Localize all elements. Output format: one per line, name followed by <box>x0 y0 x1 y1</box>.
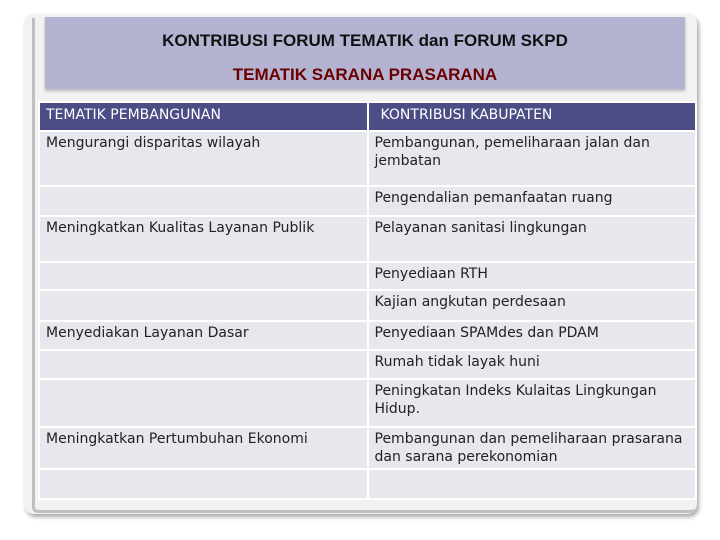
table-cell-kontribusi: Pembangunan, pemeliharaan jalan dan jembatan <box>368 131 697 186</box>
table-row <box>39 379 696 427</box>
table-cell-tematik <box>39 379 368 427</box>
table-cell-kontribusi: Penyediaan SPAMdes dan PDAM <box>368 321 697 350</box>
title-banner <box>45 17 685 89</box>
table-cell-kontribusi: Pengendalian pemanfaatan ruang <box>368 186 697 216</box>
contribution-table <box>38 101 697 500</box>
header-kontribusi-kabupaten: KONTRIBUSI KABUPATEN <box>368 102 697 131</box>
table-cell-kontribusi <box>368 469 697 499</box>
table-row <box>39 427 696 469</box>
table-cell-kontribusi: Peningkatan Indeks Kulaitas Lingkungan Hidup. <box>368 379 697 427</box>
table-row <box>39 216 696 262</box>
table-row <box>39 321 696 350</box>
table-cell-tematik <box>39 350 368 379</box>
table-row <box>39 262 696 290</box>
table-cell-kontribusi: Pembangunan dan pemeliharaan prasarana dan sarana perekonomian <box>368 427 697 469</box>
table-row <box>39 469 696 499</box>
table-cell-tematik <box>39 290 368 321</box>
table-cell-tematik <box>39 262 368 290</box>
table-cell-tematik: Meningkatkan Pertumbuhan Ekonomi <box>39 427 368 469</box>
table-cell-tematik: Menyediakan Layanan Dasar <box>39 321 368 350</box>
table-cell-kontribusi: Penyediaan RTH <box>368 262 697 290</box>
table-cell-tematik: Meningkatkan Kualitas Layanan Publik <box>39 216 368 262</box>
table-cell-tematik: Mengurangi disparitas wilayah <box>39 131 368 186</box>
table-row <box>39 290 696 321</box>
table-row <box>39 131 696 186</box>
table-cell-kontribusi: Rumah tidak layak huni <box>368 350 697 379</box>
table-header-row <box>39 102 696 131</box>
slide-subtitle: TEMATIK SARANA PRASARANA <box>232 65 498 84</box>
table-cell-tematik <box>39 469 368 499</box>
slide-title: KONTRIBUSI FORUM TEMATIK dan FORUM SKPD <box>162 31 568 50</box>
table-cell-tematik <box>39 186 368 216</box>
table-cell-kontribusi: Kajian angkutan perdesaan <box>368 290 697 321</box>
table-row <box>39 350 696 379</box>
table-row <box>39 186 696 216</box>
header-tematik-pembangunan: TEMATIK PEMBANGUNAN <box>39 102 368 131</box>
table-cell-kontribusi: Pelayanan sanitasi lingkungan <box>368 216 697 262</box>
